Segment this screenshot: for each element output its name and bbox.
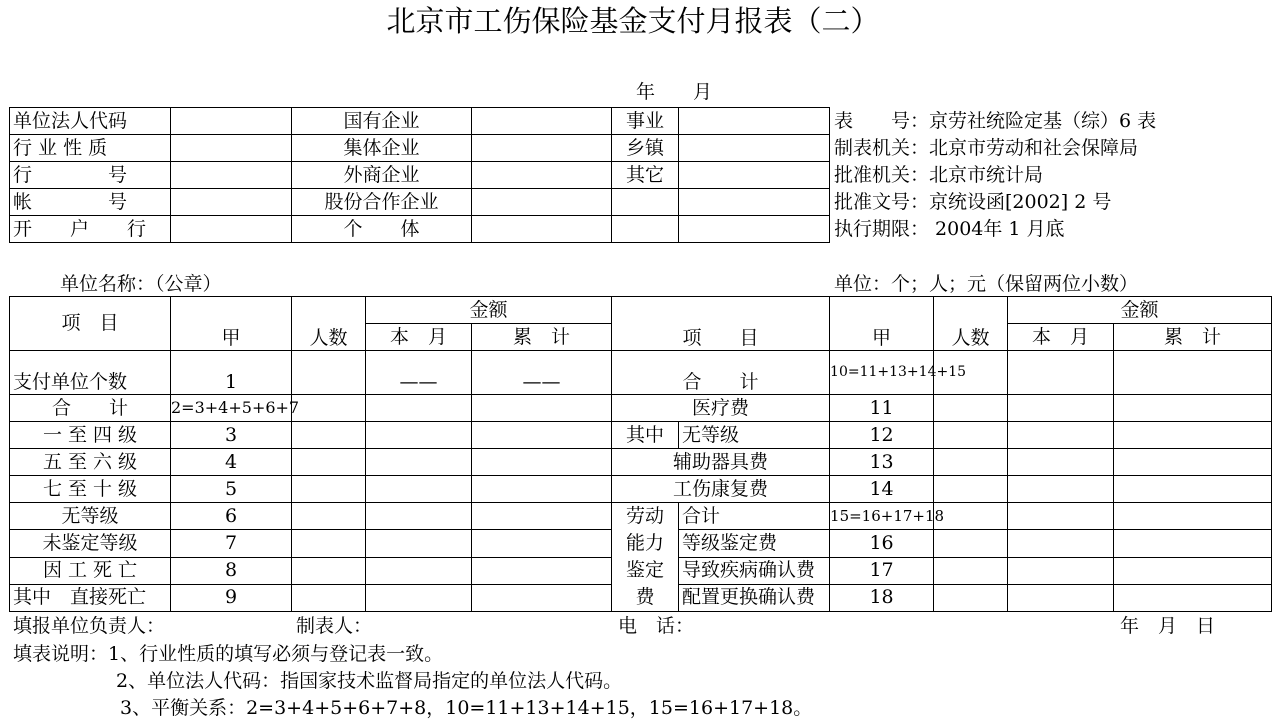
label-legal-code: 单位法人代码 [10, 108, 171, 135]
row-code-right: 11 [830, 395, 934, 422]
blank-cell [679, 216, 830, 243]
month-cell[interactable] [1008, 422, 1114, 449]
cumulative-cell[interactable] [1114, 422, 1272, 449]
row-code-right: 13 [830, 449, 934, 476]
year-month-label: 年 月 [636, 81, 713, 103]
row-label-right: 合 计 [612, 351, 830, 395]
legal-code-field[interactable] [171, 108, 292, 135]
ownership-joint-stock: 股份合作企业 [292, 189, 472, 216]
month-cell[interactable] [1008, 530, 1114, 557]
count-cell[interactable] [934, 449, 1008, 476]
row-code-right: 18 [830, 584, 934, 611]
count-cell[interactable] [292, 422, 366, 449]
row-label-right: 辅助器具费 [612, 449, 830, 476]
note-1: 填表说明：1、行业性质的填写必须与登记表一致。 [13, 643, 444, 665]
count-cell[interactable] [934, 584, 1008, 611]
labor-group-line: 能力 [626, 532, 665, 554]
row-label: 支付单位个数 [10, 351, 171, 395]
ownership-individual-box[interactable] [472, 216, 612, 243]
count-cell[interactable] [292, 449, 366, 476]
month-cell[interactable] [366, 422, 472, 449]
month-cell[interactable] [1008, 557, 1114, 584]
account-field[interactable] [171, 189, 292, 216]
cumulative-cell[interactable] [1114, 584, 1272, 611]
form-number: 表 号：京劳社统险定基（综）6 表 [834, 110, 1157, 132]
blank-cell [679, 189, 830, 216]
month-dash: —— [366, 351, 472, 395]
row-code: 5 [171, 476, 292, 503]
count-cell[interactable] [934, 557, 1008, 584]
blank-cell [612, 216, 679, 243]
row-label: 七 至 十 级 [10, 476, 171, 503]
row-code: 1 [171, 351, 292, 395]
header-amount: 金额 [366, 297, 612, 324]
row-code-right: 15=16+17+18 [830, 503, 934, 530]
page-title: 北京市工伤保险基金支付月报表（二） [386, 4, 880, 38]
bank-code-field[interactable] [171, 162, 292, 189]
note-3: 3、平衡关系：2=3+4+5+6+7+8，10=11+13+14+15，15=16+17+18。 [120, 697, 813, 719]
cumulative-cell[interactable] [472, 557, 612, 584]
row-code-right: 10=11+13+14+15 [830, 351, 934, 395]
count-cell[interactable] [292, 503, 366, 530]
industry-field[interactable] [171, 135, 292, 162]
header-jia: 甲 [171, 297, 292, 351]
count-cell[interactable] [292, 395, 366, 422]
count-cell[interactable] [934, 395, 1008, 422]
approving-authority: 批准机关：北京市统计局 [834, 164, 1044, 186]
other-township: 乡镇 [612, 135, 679, 162]
unit-name-label: 单位名称：（公章） [60, 273, 222, 295]
row-label-right: 无等级 [679, 422, 830, 449]
row-label: 因 工 死 亡 [10, 557, 171, 584]
row-code: 7 [171, 530, 292, 557]
ownership-individual: 个 体 [292, 216, 472, 243]
other-institution: 事业 [612, 108, 679, 135]
row-prefix: 其中 [13, 586, 52, 609]
other-township-box[interactable] [679, 135, 830, 162]
row-label-right: 医疗费 [612, 395, 830, 422]
row-label: 未鉴定等级 [10, 530, 171, 557]
month-cell[interactable] [1008, 351, 1114, 395]
header-month: 本 月 [366, 324, 472, 351]
label-bank: 开 户 行 [10, 216, 171, 243]
row-code-right: 14 [830, 476, 934, 503]
count-cell[interactable] [934, 476, 1008, 503]
cumulative-cell[interactable] [1114, 351, 1272, 395]
other-institution-box[interactable] [679, 108, 830, 135]
ownership-foreign-box[interactable] [472, 162, 612, 189]
date-label: 年 月 日 [1120, 615, 1216, 637]
responsible-person-label: 填报单位负责人： [13, 615, 166, 637]
labor-group-line: 劳动 [626, 505, 665, 527]
labor-group-line: 费 [635, 586, 655, 608]
header-jia-right: 甲 [830, 297, 934, 351]
approval-document: 批准文号：京统设函[2002] 2 号 [834, 191, 1112, 213]
unit-info-table [9, 107, 830, 243]
header-cumulative-right: 累 计 [1114, 324, 1272, 351]
row-label-text: 直接死亡 [70, 586, 147, 609]
ownership-joint-stock-box[interactable] [472, 189, 612, 216]
row-code: 6 [171, 503, 292, 530]
ownership-state-box[interactable] [472, 108, 612, 135]
row-label: 合 计 [10, 395, 171, 422]
cumulative-cell[interactable] [1114, 557, 1272, 584]
row-label-right: 配置更换确认费 [679, 584, 830, 611]
row-prefix-right: 其中 [612, 422, 679, 449]
month-cell[interactable] [1008, 449, 1114, 476]
row-code-right: 12 [830, 422, 934, 449]
cumulative-cell[interactable] [1114, 476, 1272, 503]
month-cell[interactable] [366, 584, 472, 611]
row-label: 一 至 四 级 [10, 422, 171, 449]
row-label-right: 合计 [679, 503, 830, 530]
month-cell[interactable] [1008, 395, 1114, 422]
cumulative-dash: —— [472, 351, 612, 395]
header-cumulative: 累 计 [472, 324, 612, 351]
payment-table [9, 296, 1272, 612]
row-label-right: 工伤康复费 [612, 476, 830, 503]
cumulative-cell[interactable] [472, 476, 612, 503]
count-cell[interactable] [292, 351, 366, 395]
cumulative-cell[interactable] [472, 449, 612, 476]
ownership-foreign: 外商企业 [292, 162, 472, 189]
label-account: 帐 号 [10, 189, 171, 216]
validity-period: 执行期限： 2004年 1 月底 [834, 218, 1065, 240]
month-cell[interactable] [1008, 503, 1114, 530]
row-label: 无等级 [10, 503, 171, 530]
month-cell[interactable] [366, 530, 472, 557]
count-cell[interactable] [292, 530, 366, 557]
count-cell[interactable] [292, 476, 366, 503]
month-cell[interactable] [366, 557, 472, 584]
labor-group-line: 鉴定 [626, 559, 665, 581]
row-label [10, 584, 171, 611]
preparer-label: 制表人： [296, 615, 373, 637]
month-cell[interactable] [366, 476, 472, 503]
header-item-right: 项 目 [612, 297, 830, 351]
issuing-authority: 制表机关：北京市劳动和社会保障局 [834, 137, 1139, 159]
blank-cell [612, 189, 679, 216]
cumulative-cell[interactable] [472, 584, 612, 611]
header-month-right: 本 月 [1008, 324, 1114, 351]
label-industry: 行 业 性 质 [10, 135, 171, 162]
row-label-right: 等级鉴定费 [679, 530, 830, 557]
header-count: 人数 [292, 297, 366, 351]
label-bank-code: 行 号 [10, 162, 171, 189]
cumulative-cell[interactable] [472, 530, 612, 557]
cumulative-cell[interactable] [472, 395, 612, 422]
count-cell[interactable] [934, 503, 1008, 530]
labor-appraisal-group [612, 503, 679, 612]
header-amount-right: 金额 [1008, 297, 1272, 324]
month-cell[interactable] [366, 503, 472, 530]
header-item: 项 目 [10, 297, 171, 351]
month-cell[interactable] [366, 395, 472, 422]
count-cell[interactable] [292, 557, 366, 584]
note-2: 2、单位法人代码：指国家技术监督局指定的单位法人代码。 [116, 670, 623, 692]
cumulative-cell[interactable] [1114, 449, 1272, 476]
count-cell[interactable] [934, 530, 1008, 557]
cumulative-cell[interactable] [472, 503, 612, 530]
month-cell[interactable] [1008, 584, 1114, 611]
row-code-right: 16 [830, 530, 934, 557]
cumulative-cell[interactable] [472, 422, 612, 449]
row-code: 4 [171, 449, 292, 476]
cumulative-cell[interactable] [1114, 503, 1272, 530]
cumulative-cell[interactable] [1114, 530, 1272, 557]
row-code-right: 17 [830, 557, 934, 584]
cumulative-cell[interactable] [1114, 395, 1272, 422]
row-code: 9 [171, 584, 292, 611]
other-misc: 其它 [612, 162, 679, 189]
row-code: 8 [171, 557, 292, 584]
other-misc-box[interactable] [679, 162, 830, 189]
row-code: 2=3+4+5+6+7 [171, 395, 292, 422]
month-cell[interactable] [366, 449, 472, 476]
ownership-collective-box[interactable] [472, 135, 612, 162]
ownership-state: 国有企业 [292, 108, 472, 135]
row-label: 五 至 六 级 [10, 449, 171, 476]
row-label-right: 导致疾病确认费 [679, 557, 830, 584]
count-cell[interactable] [934, 422, 1008, 449]
count-cell[interactable] [292, 584, 366, 611]
phone-label: 电 话： [618, 615, 695, 637]
unit-note: 单位：个；人；元（保留两位小数） [834, 273, 1139, 295]
header-count-right: 人数 [934, 297, 1008, 351]
ownership-collective: 集体企业 [292, 135, 472, 162]
month-cell[interactable] [1008, 476, 1114, 503]
row-code: 3 [171, 422, 292, 449]
bank-field[interactable] [171, 216, 292, 243]
